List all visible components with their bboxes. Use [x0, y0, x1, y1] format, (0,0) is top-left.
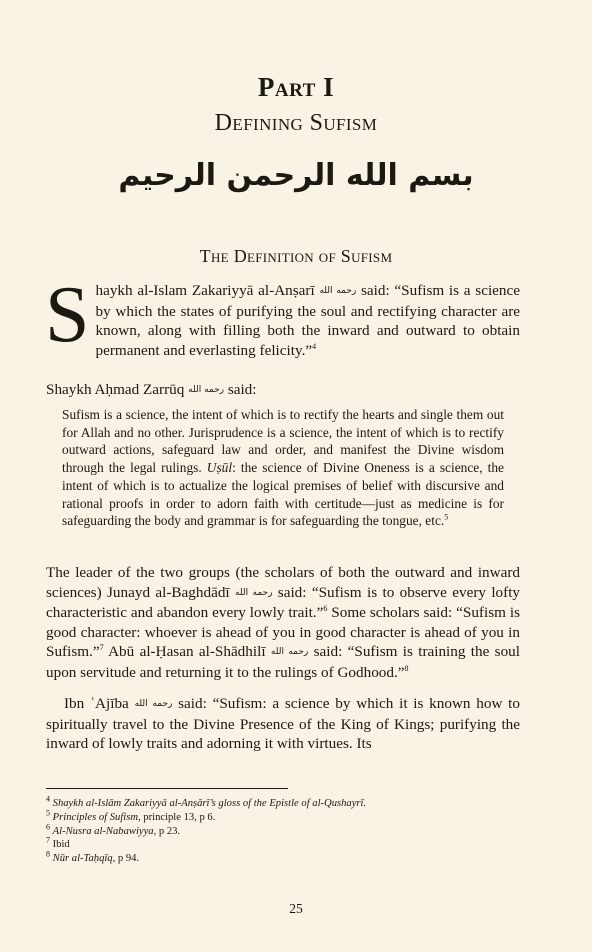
- footnotes: [46, 794, 526, 866]
- section-title: The Definition of Sufism: [199, 246, 393, 266]
- basmala-calligraphy: بسم الله الرحمن الرحيم: [118, 158, 474, 193]
- para4-text1: Ibn ʿAjība: [64, 695, 129, 712]
- footnote-number: 5: [46, 808, 50, 818]
- footnote-text: , p 94.: [112, 853, 140, 865]
- footnote-title: Principles of Sufism: [52, 811, 138, 823]
- footnote-text: , p 23.: [153, 825, 181, 837]
- footnote-text: , principle 13, p 6.: [138, 811, 216, 823]
- footnote-number: 8: [46, 849, 50, 859]
- footnote-ref: 8: [404, 663, 409, 673]
- footnote-title: Nūr al-Taḥqīq: [52, 853, 113, 865]
- footnote-ref: 7: [99, 643, 104, 653]
- block-quote: [62, 406, 504, 530]
- footnote-text: Shaykh al-Islām Zakariyyā al-Anṣārī’s gloss of the Epistle of al-Qushayrī.: [52, 798, 367, 809]
- footnote-ref: 4: [312, 341, 317, 351]
- para2-text: Shaykh Aḥmad Zarrūq: [46, 381, 185, 398]
- paragraph-zarruq: [46, 380, 520, 401]
- footnote-divider: [46, 788, 288, 789]
- footnote-item: [46, 822, 526, 839]
- para3-text4: Abū al-Ḥasan al-Shādhilī: [103, 643, 266, 661]
- paragraph-ibn-ajiba: [46, 694, 520, 754]
- quote-text2: : the science of Divine Oneness is a science, the intent of which is to actualize the logical premises of belief with discursive and rational proofs in order to adorn faith with certitude—just as medicine is for safeguarding the body and grammar is for safeguarding the tongue, etc.: [62, 460, 504, 529]
- footnote-number: 4: [46, 794, 50, 804]
- part-subtitle: Defining Sufism: [214, 110, 378, 136]
- footnote-ref: 5: [444, 512, 449, 522]
- para3-text1: The leader of the two groups (the scholars of both the outward and inward sciences) Junayd al-Baghdādī: [46, 564, 520, 601]
- footnote-title: Al-Nusra al-Nabawiyya: [52, 825, 154, 837]
- usul-term: Uṣūl: [206, 460, 233, 476]
- honorific-glyph: رحمه الله: [134, 699, 173, 709]
- paragraph-junayd: [46, 563, 520, 683]
- drop-cap: S: [45, 271, 90, 359]
- honorific-glyph: رحمه الله: [188, 385, 225, 395]
- honorific-glyph: رحمه الله: [270, 647, 309, 658]
- para1-after: said: “Sufism is a science by which the states of purifying the soul and rectifying character are known, along with filling both the inward and outward to obtain permanent and everlasting felicity.”: [95, 282, 520, 359]
- paragraph-ansari: [45, 271, 520, 360]
- honorific-glyph: رحمه الله: [235, 587, 273, 598]
- footnote-item: [46, 835, 526, 852]
- para4-text2: said: “Sufism: a science by which it is known how to spiritually travel to the Divine Presence of the King of Kings; purifying the inward of lowly traits and adorning it with virtues. Its: [46, 695, 521, 753]
- part-title: Part I: [257, 72, 335, 102]
- quote-text: Sufism is a science, the intent of which is to rectify the hearts and single them out for Allah and no other. Jurisprudence is a science, the intent of which is to rectify outward actions, safeguard law and order, and manifest the Divine wisdom through the legal rulings.: [62, 407, 504, 476]
- footnote-number: 6: [46, 822, 50, 832]
- para1-text: haykh al-Islam Zakariyyā al-Anṣarī: [95, 282, 315, 299]
- para3-text3: Some scholars said: “Sufism is good character: whoever is ahead of you in good character is ahead of you in Sufism.”: [46, 604, 520, 661]
- page-number: 25: [289, 901, 303, 916]
- para2-after: said:: [224, 381, 257, 398]
- footnote-number: 7: [46, 835, 50, 845]
- para3-text2: said: “Sufism is to observe every lofty characteristic and abandon every lowly trait.”: [46, 583, 521, 622]
- footnote-text: Ibid: [52, 839, 70, 851]
- para3-text5: said: “Sufism is training the soul upon servitude and returning it to the rulings of Godhood.”: [46, 643, 520, 681]
- footnote-item: [46, 794, 526, 811]
- footnote-item: [46, 808, 526, 825]
- footnote-item: [46, 849, 526, 866]
- footnote-ref: 6: [323, 604, 328, 614]
- honorific-glyph: رحمه الله: [319, 286, 357, 296]
